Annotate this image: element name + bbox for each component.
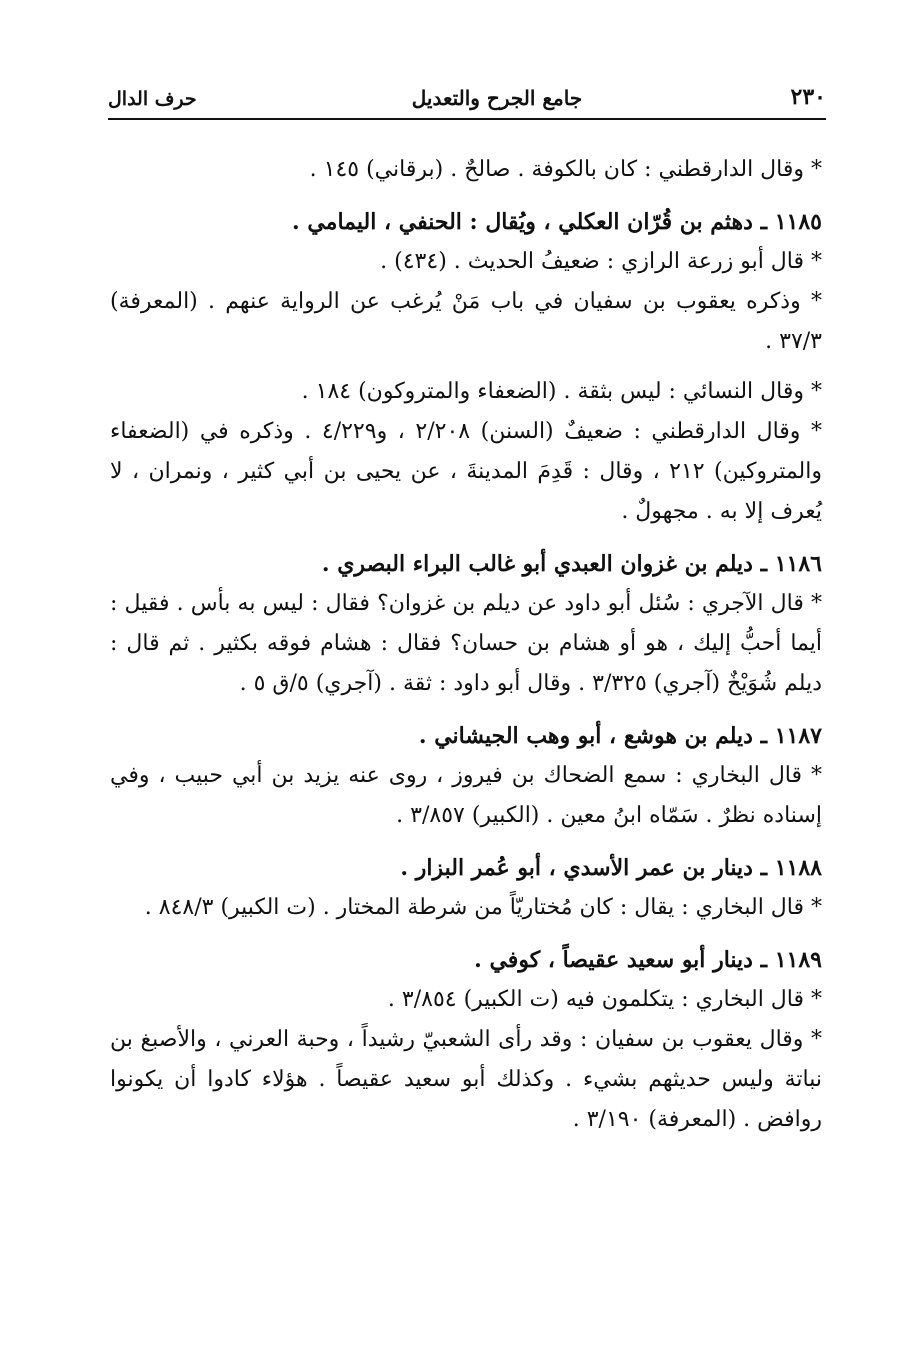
quote-paragraph: * قال البخاري : يتكلمون فيه (ت الكبير) ٣/٨٥٤ . bbox=[387, 987, 822, 1012]
page-header bbox=[108, 78, 826, 120]
page-body bbox=[110, 150, 822, 1291]
chapter-title: حرف الدال bbox=[108, 88, 197, 110]
entry-heading: ١١٨٦ ـ ديلم بن غزوان العبدي أبو غالب البراء البصري . bbox=[321, 551, 822, 577]
page-number: ٢٣٠ bbox=[790, 84, 826, 110]
quote-paragraph: * وقال يعقوب بن سفيان : وقد رأى الشعبيّ رشيداً ، وحبة العرني ، والأصبغ بن نباتة وليس حديثهم بشيء . وكذلك أبو سعيد عقيصاً . هؤلاء كادوا أن يكونوا روافض . (المعرفة) ٣/١٩٠ . bbox=[110, 1027, 822, 1132]
quote-paragraph: * وقال الدارقطني : ضعيفٌ (السنن) ٢/٢٠٨ ، و٤/٢٢٩ . وذكره في (الضعفاء والمتروكين) ٢١٢ ، وقال : قَدِمَ المدينةَ ، عن يحيى بن أبي كثير ، ونمران ، لا يُعرف إلا به . مجهولٌ . bbox=[110, 419, 822, 524]
book-title: جامع الجرح والتعديل bbox=[411, 86, 583, 110]
quote-paragraph: * وقال الدارقطني : كان بالكوفة . صالحٌ . (برقاني) ١٤٥ . bbox=[309, 157, 822, 182]
entry-heading: ١١٨٥ ـ دهثم بن قُرّان العكلي ، ويُقال : الحنفي ، اليمامي . bbox=[292, 209, 822, 235]
entry-heading: ١١٨٩ ـ دينار أبو سعيد عقيصاً ، كوفي . bbox=[474, 947, 822, 973]
quote-paragraph: * قال أبو زرعة الرازي : ضعيفُ الحديث . (٤٣٤) . bbox=[380, 249, 822, 274]
quote-paragraph: * وذكره يعقوب بن سفيان في باب مَنْ يُرغب عن الرواية عنهم . (المعرفة) ٣٧/٣ . bbox=[110, 289, 822, 354]
quote-paragraph: * قال الآجري : سُئل أبو داود عن ديلم بن غزوان؟ فقال : ليس به بأس . فقيل : أيما أحبُّ إليك ، هو أو هشام بن حسان؟ فقال : هشام فوقه بكثير . ثم قال : ديلم شُوَيْخٌ (آجري) ٣/٣٢٥ . وقال أبو داود : ثقة . (آجري) ٥/ق ٥ . bbox=[110, 591, 823, 696]
quote-paragraph: * وقال النسائي : ليس بثقة . (الضعفاء والمتروكون) ١٨٤ . bbox=[301, 379, 822, 404]
quote-paragraph: * قال البخاري : يقال : كان مُختاريّاً من شرطة المختار . (ت الكبير) ٨٤٨/٣ . bbox=[144, 895, 822, 920]
entry-heading: ١١٨٨ ـ دينار بن عمر الأسدي ، أبو عُمر البزار . bbox=[400, 855, 822, 881]
quote-paragraph: * قال البخاري : سمع الضحاك بن فيروز ، روى عنه يزيد بن أبي حبيب ، وفي إسناده نظرٌ . سَمّاه ابنُ معين . (الكبير) ٣/٨٥٧ . bbox=[110, 763, 822, 828]
entry-heading: ١١٨٧ ـ ديلم بن هوشع ، أبو وهب الجيشاني . bbox=[418, 723, 822, 749]
